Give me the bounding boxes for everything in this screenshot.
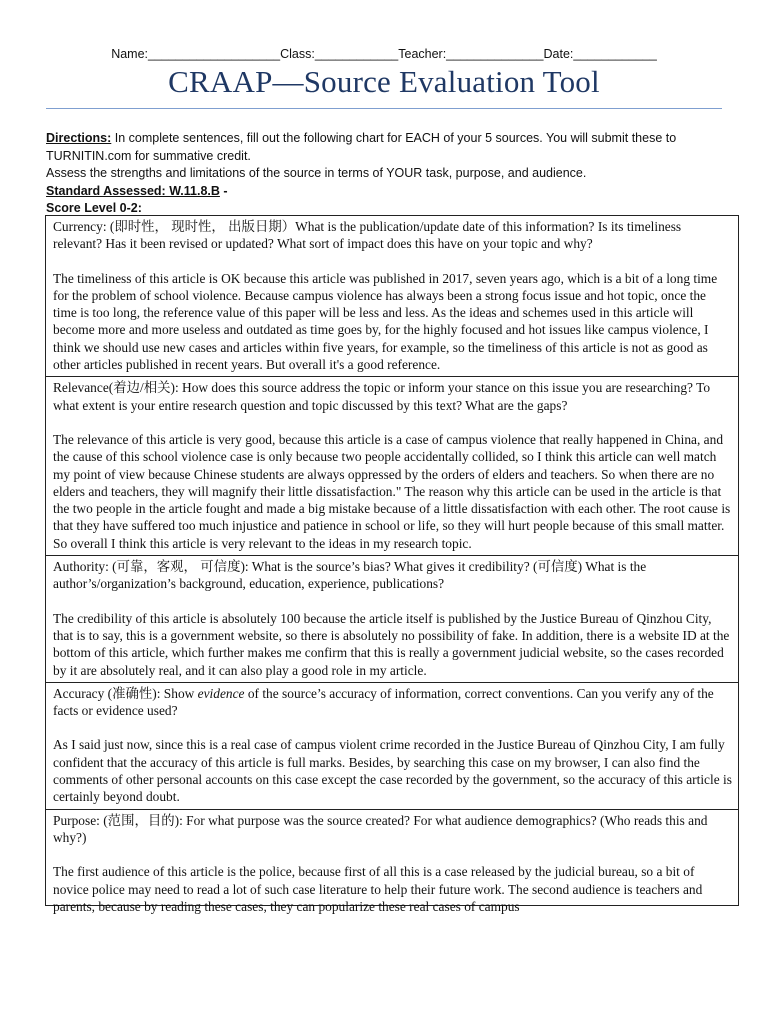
relevance-answer: The relevance of this article is very good, because this article is a case of campus violence that really happened in China, and the cause of this school violence case is only because two people accidentally collided, so I think this article can well match my point of view because Chinese students are always oppressed by the orders of elders and teachers. So when there are no elders and teachers, they will magnify their little dissatisfaction." The reason why this article can be used in the article is that the two people in the article fought and made a big mistake because of a little dissatisfaction with each other. The root cause is that they have suffered too much injustice and patience in school or life, so they will hurt people because of this small matter. So overall I think this article is very relevant to the ideas in my research topic. [53, 431, 731, 551]
purpose-cell [46, 809, 739, 914]
score-level: Score Level 0-2: [46, 201, 142, 215]
authority-cell [46, 556, 739, 683]
currency-question: Currency: (即时性， 现时性， 出版日期）What is the publication/update date of this information? Is its timeliness relevant? Has it been revised or updated? What sort of impact does this have on your topic and why? [53, 219, 682, 252]
accuracy-question-emphasis: evidence [197, 685, 245, 701]
relevance-question: Relevance(着边/相关): How does this source address the topic or inform your stance on this issue you are researching? To what extent is your entire research question and topic discussed by this text? What are the gaps? [53, 380, 711, 413]
student-info-line: Name:___________________Class:____________Teacher:______________Date:____________ [111, 47, 657, 61]
page-title: CRAAP—Source Evaluation Tool [168, 64, 600, 99]
accuracy-question-suffix: of the source’s accuracy of information, correct conventions. Can you verify any of the facts or evidence used? [53, 685, 714, 719]
purpose-question: Purpose: (范围，目的): For what purpose was the source created? For what audience demographics? (Who reads this and why?) [53, 812, 708, 845]
craap-table [45, 215, 739, 914]
authority-answer: The credibility of this article is absolutely 100 because the article itself is published by the Justice Bureau of Qinzhou City, that is to say, this is a government website, so there is absolutely no possibility of fake. In addition, there is a website ID at the bottom of this article, which further makes me confirm that this is really a government judicial website, so the cases recorded by it are absolutely real, and it can also play a good role in my article. [53, 610, 730, 678]
purpose-answer: The first audience of this article is the police, because first of all this is a case released by the judicial bureau, so a bit of novice police may need to read a lot of such case literature to help their future work. The second audience is teachers and parents, because by reading these cases, they can popularize these real cases of campus [53, 864, 703, 914]
standard-label: Standard Assessed: W.11.8.B [46, 183, 220, 198]
currency-row [46, 216, 739, 377]
relevance-cell [46, 377, 739, 556]
standard-suffix: - [219, 183, 228, 198]
directions-label: Directions: [46, 131, 112, 145]
relevance-row [46, 377, 739, 556]
directions-block [46, 130, 726, 218]
assess-text: Assess the strengths and limitations of the source in terms of YOUR task, purpose, and audience. [46, 166, 587, 180]
accuracy-cell [46, 682, 739, 809]
standard-line [46, 183, 726, 201]
accuracy-question [53, 685, 732, 720]
currency-cell [46, 216, 739, 377]
title-divider [46, 108, 722, 109]
authority-row [46, 556, 739, 683]
purpose-clip [53, 812, 732, 914]
directions-paragraph [46, 130, 726, 165]
accuracy-question-prefix: Accuracy (准确性): Show [53, 685, 198, 701]
directions-text: In complete sentences, fill out the following chart for EACH of your 5 sources. You will submit these to TURNITIN.com for summative credit. [46, 131, 677, 163]
currency-answer: The timeliness of this article is OK because this article was published in 2017, seven years ago, which is a bit of a long time for the problem of school violence. Because campus violence has always been a strong focus issue and hot topic, once the time is too long, the reference value of this paper will be less and less. As the ideas and schemes used in this article will become more and more useless and outdated as time goes by, for the highly focused and hot issues like campus violence, I think we should use new cases and articles within five years, for example, so the timeliness of this article is not as good as other articles published in recent years. But overall it's a good reference. [53, 270, 718, 373]
accuracy-row [46, 682, 739, 809]
authority-question: Authority: (可靠，客观， 可信度): What is the source’s bias? What gives it credibility? (可信度) What is the author’s/organization’s background, education, experience, publications? [53, 559, 647, 592]
accuracy-answer: As I said just now, since this is a real case of campus violent crime recorded in the Justice Bureau of Qinzhou City, I am fully confident that the accuracy of this article is full marks. Besides, by searching this case on my browser, I can also find the comments of other personal accounts on this case except the case recorded by the government, so the accuracy of this article is certainly beyond doubt. [53, 737, 732, 805]
purpose-row [46, 809, 739, 905]
